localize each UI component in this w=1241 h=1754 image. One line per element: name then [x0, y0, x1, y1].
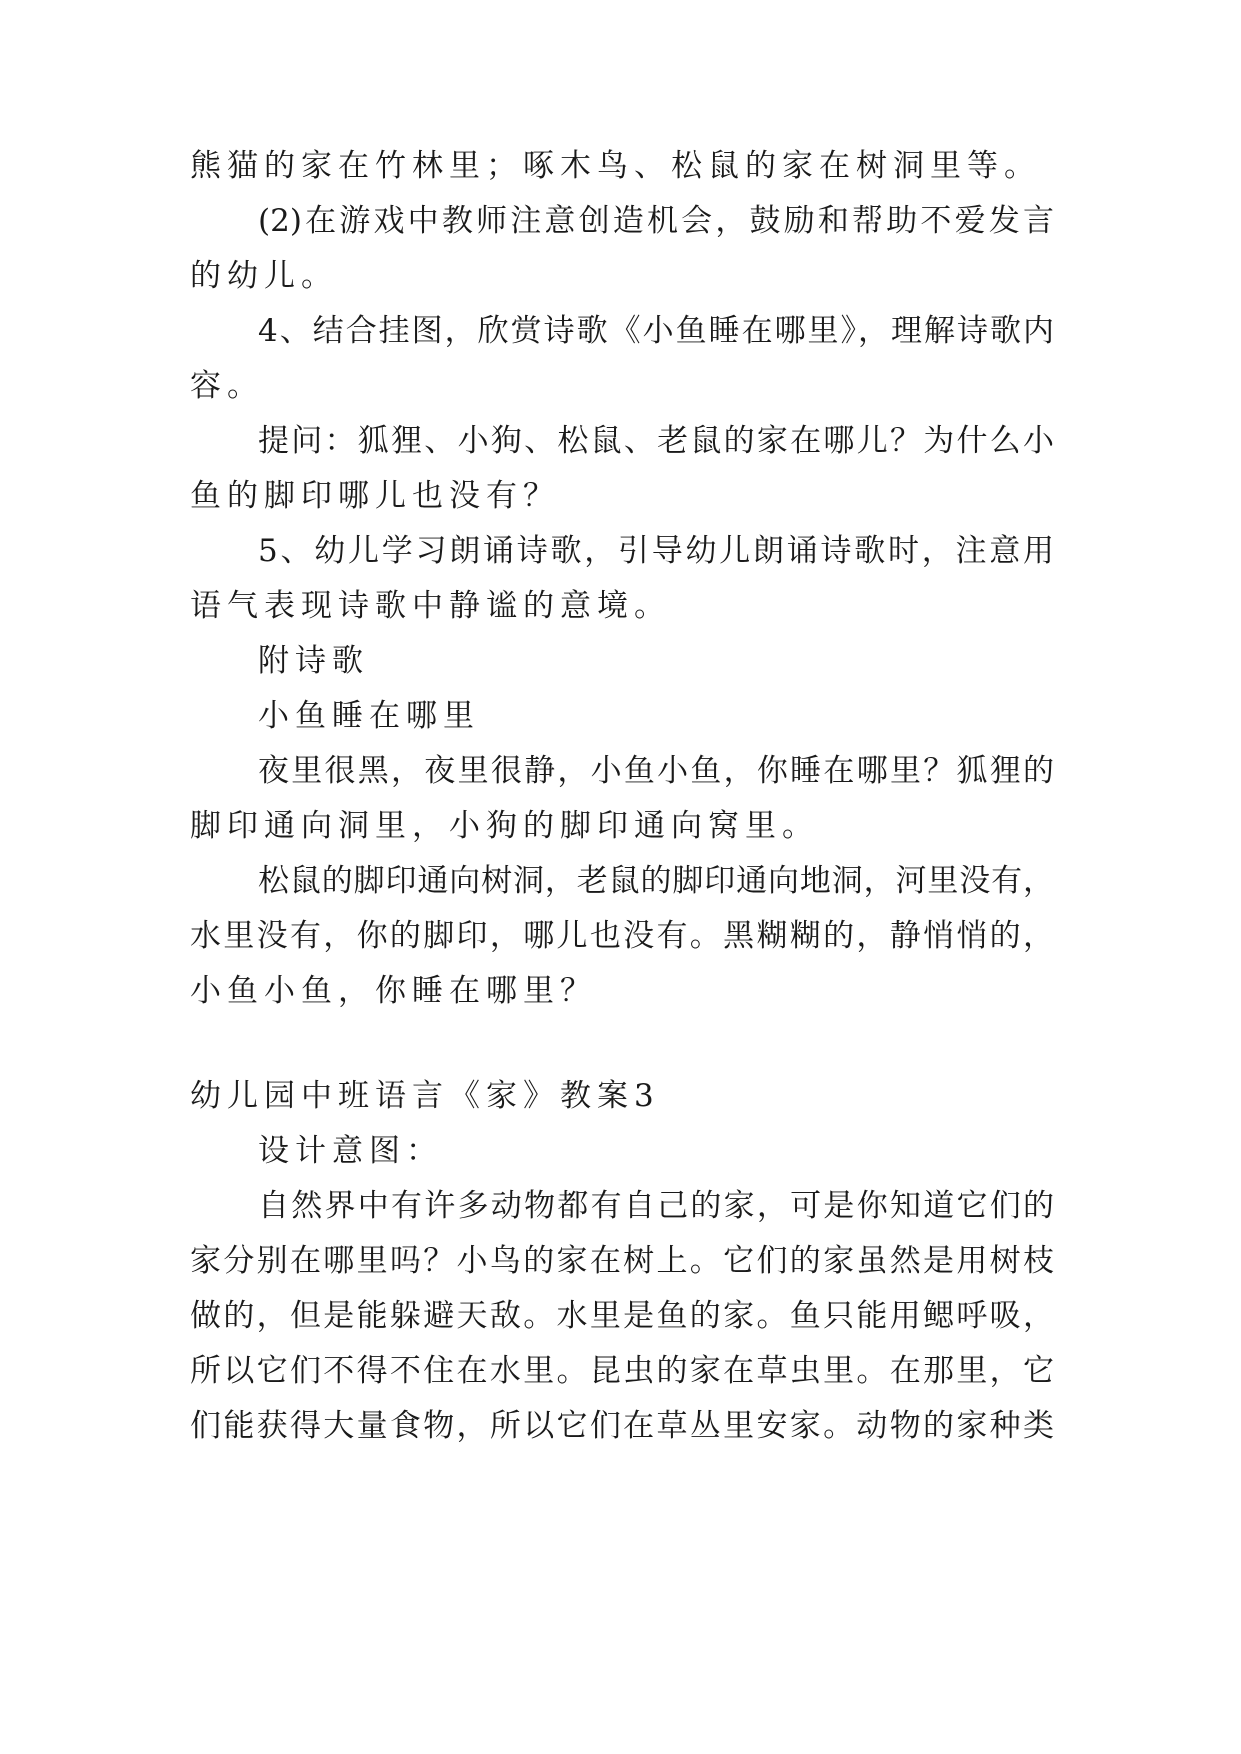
text-line-13: 脚印通向洞里，小狗的脚印通向窝里。	[190, 808, 819, 844]
text-line-11: 小鱼睡在哪里	[258, 698, 480, 734]
text-line-14: 松鼠的脚印通向树洞，老鼠的脚印通向地洞，河里没有，	[258, 863, 1054, 899]
section-heading: 幼儿园中班语言《家》教案3	[190, 1078, 660, 1114]
text-line-22: 所以它们不得不住在水里。昆虫的家在草虫里。在那里，它	[190, 1353, 1054, 1389]
text-line-2: (2)在游戏中教师注意创造机会，鼓励和帮助不爱发言	[258, 203, 1054, 239]
text-line-4: 4、结合挂图，欣赏诗歌《小鱼睡在哪里》，理解诗歌内	[258, 313, 1054, 349]
text-line-15: 水里没有，你的脚印，哪儿也没有。黑糊糊的，静悄悄的，	[190, 918, 1054, 954]
text-line-12: 夜里很黑，夜里很静，小鱼小鱼，你睡在哪里？狐狸的	[258, 753, 1054, 789]
text-line-18: 设计意图：	[258, 1133, 443, 1169]
text-line-10: 附诗歌	[258, 643, 369, 679]
text-line-21: 做的，但是能躲避天敌。水里是鱼的家。鱼只能用鳃呼吸，	[190, 1298, 1054, 1334]
text-line-3: 的幼儿。	[190, 258, 338, 294]
text-line-1: 熊猫的家在竹林里；啄木鸟、松鼠的家在树洞里等。	[190, 148, 1041, 184]
text-line-8: 5、幼儿学习朗诵诗歌，引导幼儿朗诵诗歌时，注意用	[258, 533, 1054, 569]
text-line-5: 容。	[190, 368, 264, 404]
text-line-19: 自然界中有许多动物都有自己的家，可是你知道它们的	[258, 1188, 1054, 1224]
text-line-23: 们能获得大量食物，所以它们在草丛里安家。动物的家种类	[190, 1408, 1054, 1444]
text-line-6: 提问：狐狸、小狗、松鼠、老鼠的家在哪儿？为什么小	[258, 423, 1054, 459]
text-line-20: 家分别在哪里吗？小鸟的家在树上。它们的家虽然是用树枝	[190, 1243, 1054, 1279]
text-line-9: 语气表现诗歌中静谧的意境。	[190, 588, 671, 624]
text-line-16: 小鱼小鱼，你睡在哪里？	[190, 973, 597, 1009]
text-line-7: 鱼的脚印哪儿也没有？	[190, 478, 560, 514]
